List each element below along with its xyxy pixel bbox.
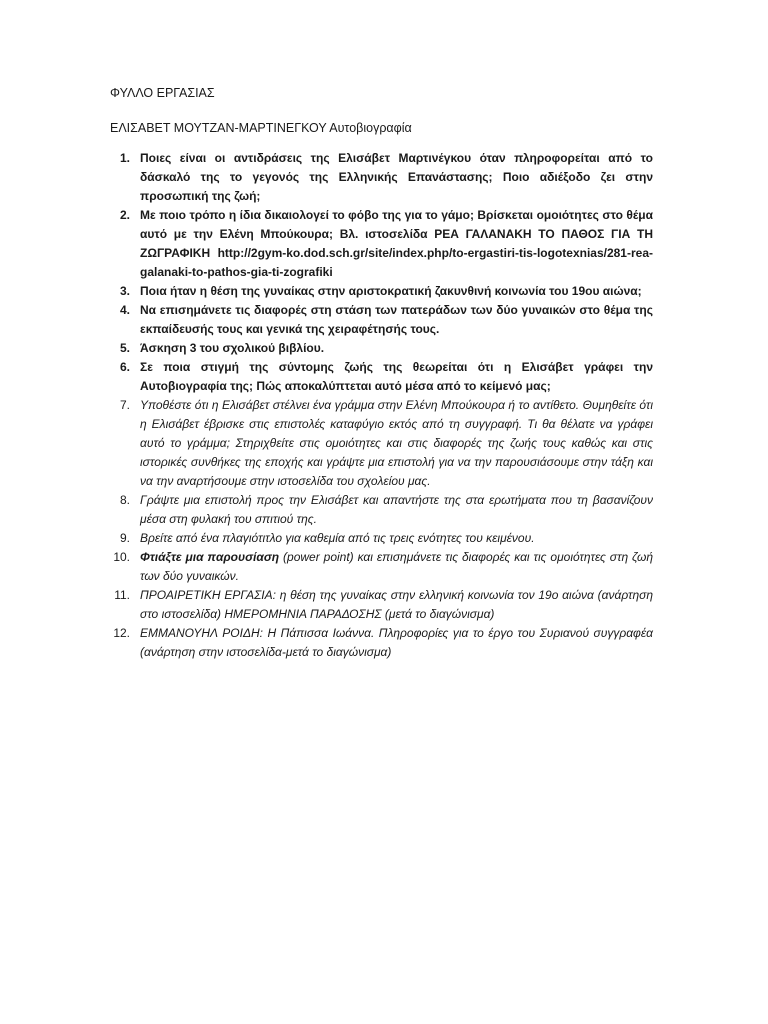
item-number: 2. — [119, 208, 130, 222]
list-item — [108, 339, 653, 358]
item-text: ΕΜΜΑΝΟΥΗΛ ΡΟΙΔΗ: Η Πάπισσα Ιωάννα. Πληροφορίες για το έργο του Συριανού συγγραφέα (ανάρτηση στην ιστοσελίδα-μετά το διαγώνισμα) — [140, 626, 653, 659]
item-text: Ποια ήταν η θέση της γυναίκας στην αριστοκρατική ζακυνθινή κοινωνία του 19ου αιώνα; — [140, 284, 642, 298]
item-number: 3. — [119, 284, 130, 298]
item-text: Σε ποια στιγμή της σύντομης ζωής της θεωρείται ότι η Ελισάβετ γράφει την Αυτοβιογραφία της; Πώς αποκαλύπτεται αυτό μέσα από το κείμενό μας; — [140, 360, 653, 393]
item-text: Ποιες είναι οι αντιδράσεις της Ελισάβετ Μαρτινέγκου όταν πληροφορείται από το δάσκαλό της το γεγονός της Ελληνικής Επανάστασης; Ποιο αδιέξοδο ζει στην προσωπική της ζωή; — [140, 151, 653, 203]
list-item — [108, 624, 653, 662]
item-text: Άσκηση 3 του σχολικού βιβλίου. — [140, 341, 325, 355]
item-text: Υποθέστε ότι η Ελισάβετ στέλνει ένα γράμμα στην Ελένη Μπούκουρα ή το αντίθετο. Θυμηθείτε ότι η Ελισάβετ έβρισκε στις επιστολές καταφύγιο εκτός από τη συγγραφή. Τι θα θέλατε να γράφει αυτό το γράμμα; Στηριχθείτε στις ομοιότητες και στις διαφορές της ζωής τους καθώς και στις ιστορικές συνθήκες της εποχής και γράψτε μια επιστολή για να την παρουσιάσουμε στην τάξη και να την αναρτήσουμε στην ιστοσελίδα του σχολείου μας. — [140, 398, 653, 488]
item-text: Με ποιο τρόπο η ίδια δικαιολογεί το φόβο της για το γάμο; Βρίσκεται ομοιότητες στο θέμα αυτό με την Ελένη Μπούκουρα; Βλ. ιστοσελίδα ΡΕΑ ΓΑΛΑΝΑΚΗ ΤΟ ΠΑΘΟΣ ΓΙΑ ΤΗ ΖΩΓΡΑΦΙΚΗ http://2gym-ko.dod.sch.gr/site/index.php/to-ergastiri-tis-logotexnias/281-rea-galanaki-to-pathos-gia-ti-zografiki — [140, 208, 653, 279]
list-item — [108, 301, 653, 339]
list-item — [108, 358, 653, 396]
list-item — [108, 396, 653, 491]
worksheet-page — [108, 86, 653, 662]
item-text-bold: Φτιάξτε μια παρουσίαση — [140, 550, 280, 564]
item-text: Βρείτε από ένα πλαγιότιτλο για καθεμία από τις τρεις ενότητες του κειμένου. — [140, 531, 535, 545]
question-list — [108, 149, 653, 662]
document-subtitle: ΕΛΙΣΑΒΕΤ ΜΟΥΤΖΑΝ-ΜΑΡΤΙΝΕΓΚΟΥ Αυτοβιογραφία — [110, 121, 412, 135]
item-number: 4. — [119, 303, 130, 317]
list-item — [108, 149, 653, 206]
item-number: 5. — [119, 341, 130, 355]
item-number: 9. — [119, 531, 130, 545]
list-item — [108, 548, 653, 586]
list-item — [108, 529, 653, 548]
item-text: Να επισημάνετε τις διαφορές στη στάση των πατεράδων των δύο γυναικών στο θέμα της εκπαίδευσής τους και γενικά της χειραφέτησής τους. — [140, 303, 653, 336]
item-text: ΠΡΟΑΙΡΕΤΙΚΗ ΕΡΓΑΣΙΑ: η θέση της γυναίκας στην ελληνική κοινωνία τον 19ο αιώνα (ανάρτηση στο ιστοσελίδα) ΗΜΕΡΟΜΗΝΙΑ ΠΑΡΑΔΟΣΗΣ (μετά το διαγώνισμα) — [140, 588, 653, 621]
item-number: 11. — [114, 588, 130, 602]
list-item — [108, 206, 653, 282]
list-item — [108, 282, 653, 301]
item-number: 6. — [119, 360, 130, 374]
item-number: 10. — [113, 550, 130, 564]
list-item — [108, 491, 653, 529]
item-number: 1. — [119, 151, 130, 165]
item-number: 12. — [113, 626, 130, 640]
item-number: 7. — [119, 398, 130, 412]
item-number: 8. — [119, 493, 130, 507]
document-title: ΦΥΛΛΟ ΕΡΓΑΣΙΑΣ — [110, 86, 215, 100]
item-text: Γράψτε μια επιστολή προς την Ελισάβετ και απαντήστε της στα ερωτήματα που τη βασανίζουν μέσα στη φυλακή του σπιτιού της. — [140, 493, 653, 526]
list-item — [108, 586, 653, 624]
item-text: (power point) και επισημάνετε τις διαφορές και τις ομοιότητες στη ζωή των δύο γυναικών. — [140, 550, 654, 583]
